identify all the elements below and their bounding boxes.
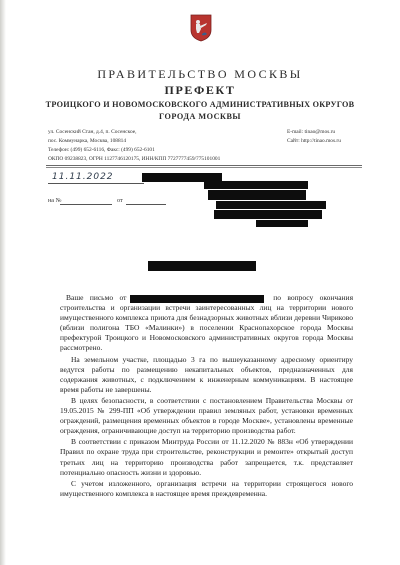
moscow-coat-of-arms-icon — [190, 14, 212, 42]
government-title: ПРАВИТЕЛЬСТВО МОСКВЫ — [97, 67, 303, 81]
header-rule — [46, 165, 362, 166]
redaction-block — [216, 201, 326, 209]
address-line-1: ул. Сосенский Стан, д.4, п. Сосенское, — [48, 129, 137, 135]
paragraph-1-start: Ваше письмо от — [66, 293, 127, 302]
ref-from-line — [126, 204, 166, 205]
paragraph-3: В целях безопасности, в соответствии с постановлением Правительства Москвы от 19.05.2015 № 299-ПП «Об утверждении правил земляных работ, установки временных ограждений, размещения временных объектов в городе Москве», установлены временные ограждения, ограничивающие доступ на территорию производства работ. — [60, 395, 353, 436]
redaction-block — [256, 220, 308, 227]
header-rule-thin — [46, 167, 362, 168]
ref-from-label: от — [117, 197, 123, 204]
paragraph-2: На земельном участке, площадью 3 га по вышеуказанному адресному ориентиру ведутся работы по размещению некапитальных объектов, предназначенных для содержания животных, с подключением к инженерным коммуникациям. В настоящее время работы не завершены. — [60, 354, 353, 394]
registration-date: 11.11.2022 — [52, 172, 114, 182]
address-line-2: пос. Коммунарка, Москва, 108814 — [48, 138, 127, 144]
address-block — [48, 128, 220, 164]
letter-body — [60, 293, 353, 500]
codes-line: ОКПО 09238823, ОГРН 1127746120175, ИНН/КПП 7727777459/775101001 — [48, 156, 221, 162]
redaction-block — [148, 261, 256, 271]
redaction-block — [214, 210, 322, 219]
paragraph-4: В соответствии с приказом Минтруда России от 11.12.2020 № 883н «Об утверждении Правил по охране труда при строительстве, реконструкции и ремонте» открытый доступ третьих лиц на территорию производства работ запрещается, т.к. представляет потенциально опасность жизни и здоровью. — [60, 437, 353, 477]
site-line: Сайт: http://tinao.mos.ru — [287, 138, 341, 144]
ref-number-line — [60, 204, 112, 205]
city-title: ГОРОДА МОСКВЫ — [159, 112, 241, 121]
phone-line: Телефон: (499) 652-6116, Факс: (499) 652-6101 — [48, 147, 155, 153]
date-underline — [48, 183, 144, 184]
paragraph-1-rest: по вопросу окончания строительства и организации встречи заинтересованных лиц на территории нового имущественного комплекса приюта для безнадзорных животных вблизи деревни Чириково (вблизи полигона ТБО «Малинки») в поселении Краснопахорское города Москвы префектурой Троицкого и Новомосковского административных округов города Москвы рассмотрено. — [60, 293, 354, 353]
online-contacts — [287, 128, 341, 146]
ref-number-label: на № — [48, 197, 62, 204]
paragraph-1 — [60, 293, 353, 354]
redaction-block — [208, 190, 306, 200]
redaction-block — [204, 181, 308, 189]
okruga-title: ТРОИЦКОГО И НОВОМОСКОВСКОГО АДМИНИСТРАТИВНЫХ ОКРУГОВ — [45, 100, 355, 109]
email-line: E-mail: tinao@mos.ru — [287, 129, 336, 135]
paragraph-5: С учетом изложенного, организация встречи на территории строящегося нового имущественного комплекса в настоящее время преждевременна. — [60, 478, 353, 498]
prefecture-title: ПРЕФЕКТ — [164, 83, 236, 97]
